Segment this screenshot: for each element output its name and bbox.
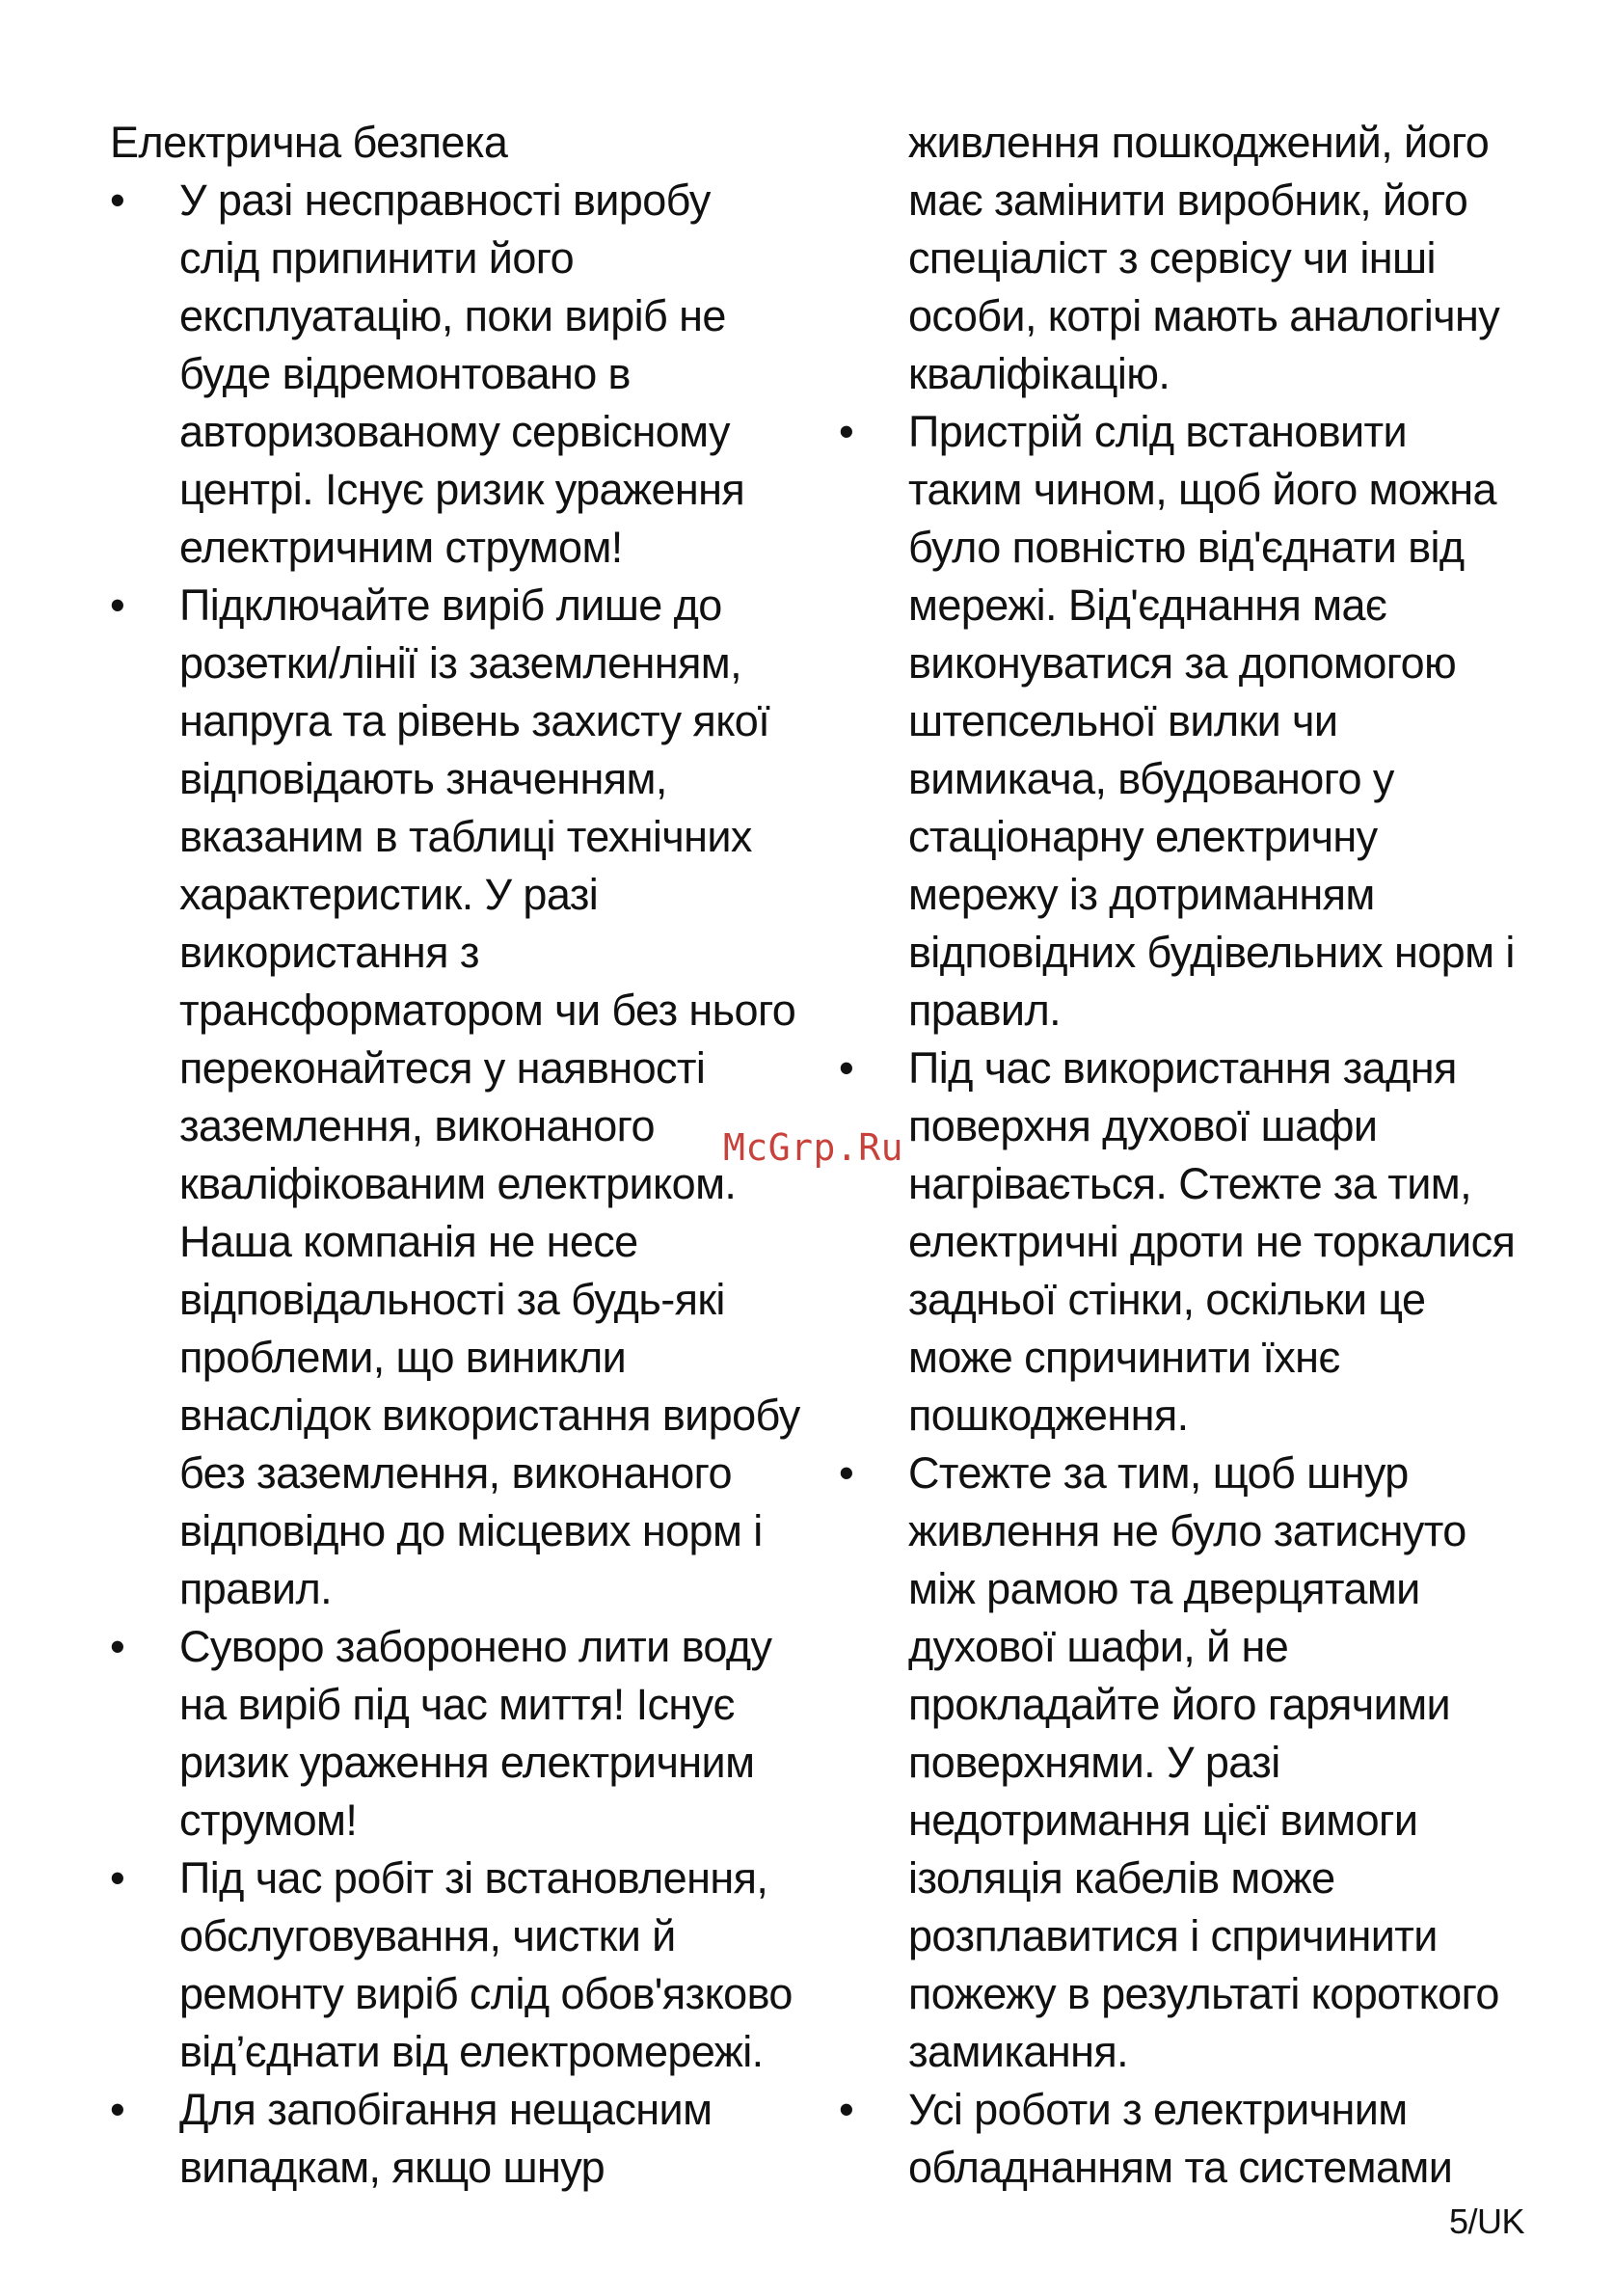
text-line: У разі несправності виробу — [179, 176, 711, 225]
right-column — [839, 114, 1552, 2197]
text-line: спеціаліст з сервісу чи інші — [908, 233, 1436, 283]
text-line: мережу із дотриманням — [908, 870, 1375, 919]
text-line: Підключайте виріб лише до — [179, 581, 722, 630]
text-line: ізоляція кабелів може — [908, 1853, 1335, 1903]
text-line: Для запобігання нещасним — [179, 2085, 713, 2134]
text-line: кваліфікованим електриком. — [179, 1159, 737, 1208]
text-line: буде відремонтовано в — [179, 349, 631, 398]
text-line: Наша компанія не несе — [179, 1217, 638, 1266]
text-line: між рамою та дверцятами — [908, 1564, 1420, 1613]
text-line: центрі. Існує ризик ураження — [179, 465, 745, 514]
text-line: вказаним в таблиці технічних — [179, 812, 752, 861]
text-line: проблеми, що виникли — [179, 1333, 627, 1382]
bullet-icon: • — [839, 1448, 854, 1498]
text-line: відповідно до місцевих норм і — [179, 1506, 763, 1555]
continuation-paragraph — [839, 114, 1552, 403]
bullet-icon: • — [839, 407, 854, 456]
text-line: було повністю від'єднати від — [908, 523, 1465, 572]
bullet-icon: • — [110, 2085, 125, 2134]
text-line: випадкам, якщо шнур — [179, 2143, 605, 2192]
text-line: може спричинити їхнє — [908, 1333, 1340, 1382]
bullet-icon: • — [110, 1622, 125, 1671]
text-line: задньої стінки, оскільки це — [908, 1275, 1426, 1324]
text-line: недотримання цієї вимоги — [908, 1796, 1418, 1845]
text-line: електричним струмом! — [179, 523, 623, 572]
text-line: відповідальності за будь-які — [179, 1275, 725, 1324]
text-line: обладнанням та системами — [908, 2143, 1453, 2192]
text-line: штепсельної вилки чи — [908, 696, 1338, 745]
text-line: особи, котрі мають аналогічну — [908, 291, 1500, 340]
text-line: мережі. Від'єднання має — [908, 581, 1387, 630]
text-line: Суворо заборонено лити воду — [179, 1622, 772, 1671]
text-line: таким чином, щоб його можна — [908, 465, 1496, 514]
text-line: напруга та рівень захисту якої — [179, 696, 770, 745]
text-line: духової шафи, й не — [908, 1622, 1289, 1671]
text-line: Під час робіт зі встановлення, — [179, 1853, 768, 1903]
page-number: 5/UK — [1448, 2201, 1524, 2241]
bullet-icon: • — [110, 1853, 125, 1903]
text-line: живлення не було затиснуто — [908, 1506, 1466, 1555]
text-line: ремонту виріб слід обов'язково — [179, 1969, 793, 2018]
text-line: переконайтеся у наявності — [179, 1043, 706, 1093]
list-item — [839, 403, 1552, 1040]
list-item — [839, 1040, 1552, 1445]
text-line: авторизованому сервісному — [179, 407, 730, 456]
text-line: Усі роботи з електричним — [908, 2085, 1408, 2134]
text-line: експлуатацію, поки виріб не — [179, 291, 726, 340]
text-line: правил. — [179, 1564, 333, 1613]
text-line: обслуговування, чистки й — [179, 1911, 676, 1960]
text-line: від’єднати від електромережі. — [179, 2027, 764, 2076]
text-line: ризик ураження електричним — [179, 1738, 755, 1787]
text-line: заземлення, виконаного — [179, 1101, 655, 1150]
text-line: поверхнями. У разі — [908, 1738, 1280, 1787]
bullet-icon: • — [839, 1043, 854, 1093]
text-line: електричні дроти не торкалися — [908, 1217, 1516, 1266]
text-line: відповідних будівельних норм і — [908, 928, 1515, 977]
list-item — [110, 1850, 823, 2081]
bullet-icon: • — [110, 176, 125, 225]
text-line: слід припинити його — [179, 233, 575, 283]
list-item — [110, 2081, 823, 2197]
list-item — [110, 577, 823, 1618]
text-line: відповідають значенням, — [179, 754, 667, 803]
text-line: Пристрій слід встановити — [908, 407, 1408, 456]
text-line: Стежте за тим, щоб шнур — [908, 1448, 1409, 1498]
text-line: струмом! — [179, 1796, 358, 1845]
text-line: замикання. — [908, 2027, 1129, 2076]
text-line: поверхня духової шафи — [908, 1101, 1378, 1150]
text-line: без заземлення, виконаного — [179, 1448, 732, 1498]
text-line: на виріб під час миття! Існує — [179, 1680, 735, 1729]
text-line: Під час використання задня — [908, 1043, 1457, 1093]
left-bullet-list — [110, 172, 823, 2197]
right-bullet-list — [839, 403, 1552, 2197]
text-line: правил. — [908, 986, 1062, 1035]
text-line: пошкодження. — [908, 1391, 1189, 1440]
text-line: вимикача, вбудованого у — [908, 754, 1394, 803]
list-item — [110, 1618, 823, 1850]
left-column — [110, 114, 823, 2197]
bullet-icon: • — [839, 2085, 854, 2134]
text-line: кваліфікацію. — [908, 349, 1170, 398]
text-line: прокладайте його гарячими — [908, 1680, 1451, 1729]
text-line: живлення пошкоджений, його — [908, 118, 1490, 167]
text-line: виконуватися за допомогою — [908, 638, 1457, 688]
text-line: має замінити виробник, його — [908, 176, 1468, 225]
text-line: характеристик. У разі — [179, 870, 599, 919]
text-line: розплавитися і спричинити — [908, 1911, 1438, 1960]
text-line: нагрівається. Стежте за тим, — [908, 1159, 1472, 1208]
text-line: розетки/лінії із заземленням, — [179, 638, 742, 688]
watermark: McGrp.Ru — [723, 1126, 904, 1169]
list-item — [839, 1445, 1552, 2081]
bullet-icon: • — [110, 581, 125, 630]
text-line: внаслідок використання виробу — [179, 1391, 800, 1440]
text-line: трансформатором чи без нього — [179, 986, 796, 1035]
text-line: використання з — [179, 928, 479, 977]
list-item — [110, 172, 823, 577]
section-heading: Електрична безпека — [110, 118, 508, 167]
text-line: пожежу в результаті короткого — [908, 1969, 1499, 2018]
list-item — [839, 2081, 1552, 2197]
text-line: стаціонарну електричну — [908, 812, 1378, 861]
